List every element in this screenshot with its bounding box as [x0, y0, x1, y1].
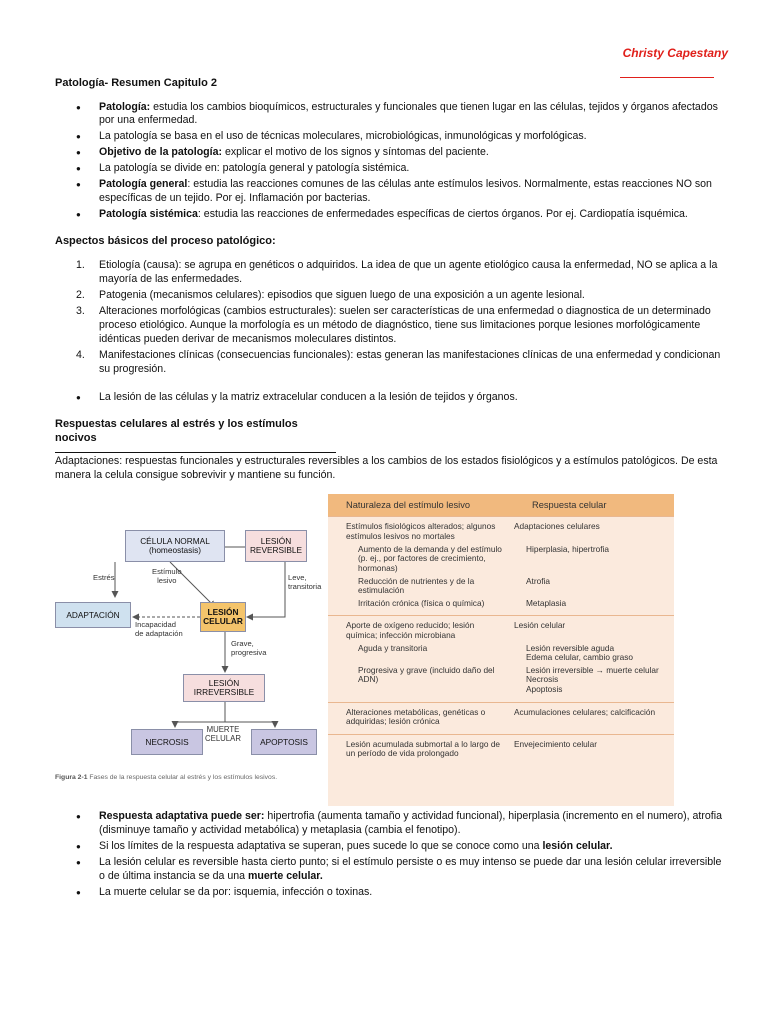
table-row — [328, 666, 674, 695]
label-line: Grave, — [231, 639, 254, 649]
box-label: NECROSIS — [145, 736, 189, 747]
list-item — [55, 305, 725, 347]
table-cell-stimulus: Aporte de oxígeno reducido; lesión química; infección microbiana — [346, 620, 475, 640]
item-text: Etiología (causa): se agrupa en genéticos o adquiridos. La idea de que un agente etiológico causa la enfermedad, NO se aplica a la mayoría de las enfermedades. — [99, 258, 718, 285]
item-text: Patogenia (mecanismos celulares): episodios que siguen luego de una exposición a un agente lesional. — [99, 288, 585, 301]
figure-row — [55, 494, 725, 806]
table-header-stimulus: Naturaleza del estímulo lesivo — [346, 500, 471, 511]
arrow — [247, 562, 285, 617]
table-cell-stimulus: Lesión acumulada submortal a lo largo de un período de vida prolongado — [346, 738, 501, 759]
table-row — [328, 599, 674, 609]
item-number: 1. — [76, 258, 85, 271]
table-cell-response: Lesión reversible aguda Edema celular, cambio graso — [526, 642, 633, 663]
item-text: : estudia las reacciones comunes de las células ante estímulos lesivos. Normalmente, estas reacciones NO son específicas de un tejido. Por ej. Inflamación por bacterias. — [99, 178, 712, 205]
item-text: La muerte celular se da por: isquemia, infección o toxinas. — [99, 886, 373, 899]
table-cell-response: Metaplasia — [526, 597, 567, 608]
list-item — [55, 349, 725, 377]
intro-bullet-list — [55, 101, 725, 223]
lesive-stimulus-label — [152, 568, 182, 585]
label-line: Incapacidad — [135, 620, 176, 630]
caption-label: Figura 2-1 — [55, 774, 88, 782]
list-item — [55, 810, 725, 838]
table-section — [328, 615, 674, 701]
irreversible-lesion-box — [183, 674, 265, 702]
table-cell-response: Lesión irreversible → muerte celular Necrosis Apoptosis — [526, 664, 659, 694]
table-cell-stimulus: Irritación crónica (física o química) — [358, 597, 485, 608]
term-label: Patología sistémica — [99, 208, 198, 221]
list-item — [55, 101, 725, 129]
table-cell-response: Acumulaciones celulares; calcificación — [514, 706, 656, 717]
list-item — [55, 840, 725, 854]
table-cell-stimulus: Reducción de nutrientes y de la estimulación — [358, 575, 475, 596]
section-heading-text: Respuestas celulares al estrés y los estímulos nocivos — [55, 417, 336, 453]
mild-transient-label — [288, 574, 321, 591]
lesion-bullet-list — [55, 391, 725, 405]
item-text: Si los límites de la respuesta adaptativa se superan, pues sucede lo que se conoce como una — [99, 840, 543, 853]
severe-progressive-label — [231, 640, 266, 657]
table-section — [328, 516, 674, 615]
box-label: ADAPTACIÓN — [66, 609, 120, 620]
table-cell-stimulus: Estímulos fisiológicos alterados; algunos estímulos lesivos no mortales — [346, 521, 496, 542]
table-section — [328, 702, 674, 734]
normal-cell-box — [125, 530, 225, 562]
list-item — [55, 208, 725, 222]
section-heading-aspectos: Aspectos básicos del proceso patológico: — [55, 235, 276, 248]
table-section — [328, 734, 674, 766]
item-text: Alteraciones morfológicas (cambios estructurales): suelen ser características de una enfermedad o diagnostica de un determinado proceso etiológico. Aunque la morfología es un método de diagnóstico, tiene sus limitaciones porque lesiones morfológicamente idénticas pueden derivar de mecanismos moleculares distintos. — [99, 304, 711, 345]
item-text: : estudia las reacciones de enfermedades específicas de ciertos órganos. Por ej. Cardiopatía isquémica. — [197, 208, 688, 221]
box-label: CELULAR — [203, 616, 243, 627]
box-label: REVERSIBLE — [249, 545, 303, 556]
item-text: La lesión de las células y la matriz extracelular conducen a la lesión de tejidos y órganos. — [99, 390, 518, 403]
document-title: Patología- Resumen Capitulo 2 — [55, 77, 217, 89]
item-number: 3. — [76, 304, 85, 317]
item-text: Manifestaciones clínicas (consecuencias funcionales): estas generan las manifestaciones clínicas de una enfermedad y condicionan su progresión. — [99, 348, 721, 375]
label-line: progresiva — [231, 647, 267, 657]
item-bold-text: lesión celular. — [542, 840, 613, 853]
label-line: transitoria — [288, 581, 322, 591]
box-sublabel: (homeostasis) — [148, 545, 202, 556]
cell-response-diagram — [55, 522, 322, 792]
box-label: APOPTOSIS — [260, 736, 308, 747]
term-label: Patología general — [99, 178, 188, 191]
table-cell-response: Hiperplasia, hipertrofia — [526, 543, 610, 554]
table-cell-stimulus: Aguda y transitoria — [358, 642, 428, 653]
adaptations-paragraph: Adaptaciones: respuestas funcionales y estructurales reversibles a los cambios de los estados fisiológicos y a estímulos patológicos. De esta manera la celula consigue sobrevivir y mantiene su función. — [55, 454, 718, 481]
stimulus-response-table — [328, 494, 674, 806]
item-number: 4. — [76, 348, 85, 361]
label-line: CELULAR — [205, 734, 241, 744]
item-text: La lesión celular es reversible hasta cierto punto; si el estímulo persiste o es muy intenso se puede dar una lesión celular irreversible o de última instancia se da una — [99, 856, 722, 883]
numbered-list — [55, 259, 725, 377]
table-body — [328, 516, 674, 766]
list-item — [55, 162, 725, 176]
necrosis-box — [131, 729, 203, 755]
label-line: de adaptación — [135, 628, 183, 638]
table-row — [328, 545, 674, 574]
term-label: Patología: — [99, 100, 151, 113]
table-cell-stimulus: Aumento de la demanda y del estímulo (p. ej., por factores de crecimiento, hormonas) — [358, 543, 502, 573]
table-cell-stimulus: Progresiva y grave (incluido daño del ADN) — [358, 664, 495, 685]
item-text: La patología se basa en el uso de técnicas moleculares, microbiológicas, inmunológicas y morfológicas. — [99, 130, 587, 143]
box-label: IRREVERSIBLE — [193, 687, 255, 698]
bottom-bullet-list — [55, 810, 725, 900]
document-page — [55, 76, 725, 902]
list-item — [55, 391, 725, 405]
label-line: Estímulo — [152, 567, 182, 577]
item-text: hipertrofia (aumenta tamaño y actividad funcional), hiperplasia (incremento en el numero), atrofia (disminuye tamaño y actividad metabólica) y metaplasia (cambia el fenotipo). — [99, 810, 722, 837]
table-header — [328, 494, 674, 516]
table-cell-response: Envejecimiento celular — [514, 738, 598, 749]
term-label: Respuesta adaptativa puede ser: — [99, 810, 265, 823]
table-cell-response: Lesión celular — [514, 620, 566, 631]
table-row — [328, 644, 674, 663]
list-item — [55, 130, 725, 144]
list-item — [55, 146, 725, 160]
box-label: LESIÓN — [207, 606, 239, 617]
table-row — [328, 621, 674, 640]
box-label: CÉLULA NORMAL — [140, 535, 210, 546]
table-cell-response: Atrofia — [526, 575, 550, 586]
reversible-lesion-box — [245, 530, 307, 562]
box-label: LESIÓN — [260, 535, 292, 546]
caption-text: Fases de la respuesta celular al estrés y los estímulos lesivos. — [89, 774, 278, 782]
list-item — [55, 856, 725, 884]
adaptation-box — [55, 602, 131, 628]
table-row — [328, 522, 674, 541]
table-cell-response: Adaptaciones celulares — [514, 521, 600, 532]
label-line: lesivo — [157, 575, 177, 585]
term-label: Objetivo de la patología: — [99, 146, 223, 159]
apoptosis-box — [251, 729, 317, 755]
table-row — [328, 577, 674, 596]
item-bold-text: muerte celular. — [248, 870, 323, 883]
cell-lesion-box — [200, 602, 246, 632]
table-row — [328, 708, 674, 727]
list-item — [55, 178, 725, 206]
cell-death-label — [205, 726, 241, 743]
list-item — [55, 289, 725, 303]
adaptation-failure-label — [135, 621, 183, 638]
author-name: Christy Capestany — [622, 46, 728, 60]
box-label: LESIÓN — [208, 677, 240, 688]
section-heading-respuestas — [55, 417, 725, 453]
list-item — [55, 259, 725, 287]
figure-caption — [55, 774, 277, 783]
item-text: La patología se divide en: patología general y patología sistémica. — [99, 162, 410, 175]
stress-label: Estrés — [93, 573, 115, 583]
table-cell-stimulus: Alteraciones metabólicas, genéticas o adquiridas; lesión crónica — [346, 706, 486, 727]
label-line: MUERTE — [206, 725, 240, 735]
item-text: explicar el motivo de los signos y síntomas del paciente. — [222, 146, 489, 159]
label-line: Leve, — [288, 573, 307, 583]
item-number: 2. — [76, 288, 85, 301]
table-row — [328, 740, 674, 759]
list-item — [55, 886, 725, 900]
table-header-response: Respuesta celular — [532, 500, 607, 511]
item-text: estudia los cambios bioquímicos, estructurales y funcionales que tienen lugar en las células, tejidos y órganos afectados por una enfermedad. — [99, 100, 718, 127]
